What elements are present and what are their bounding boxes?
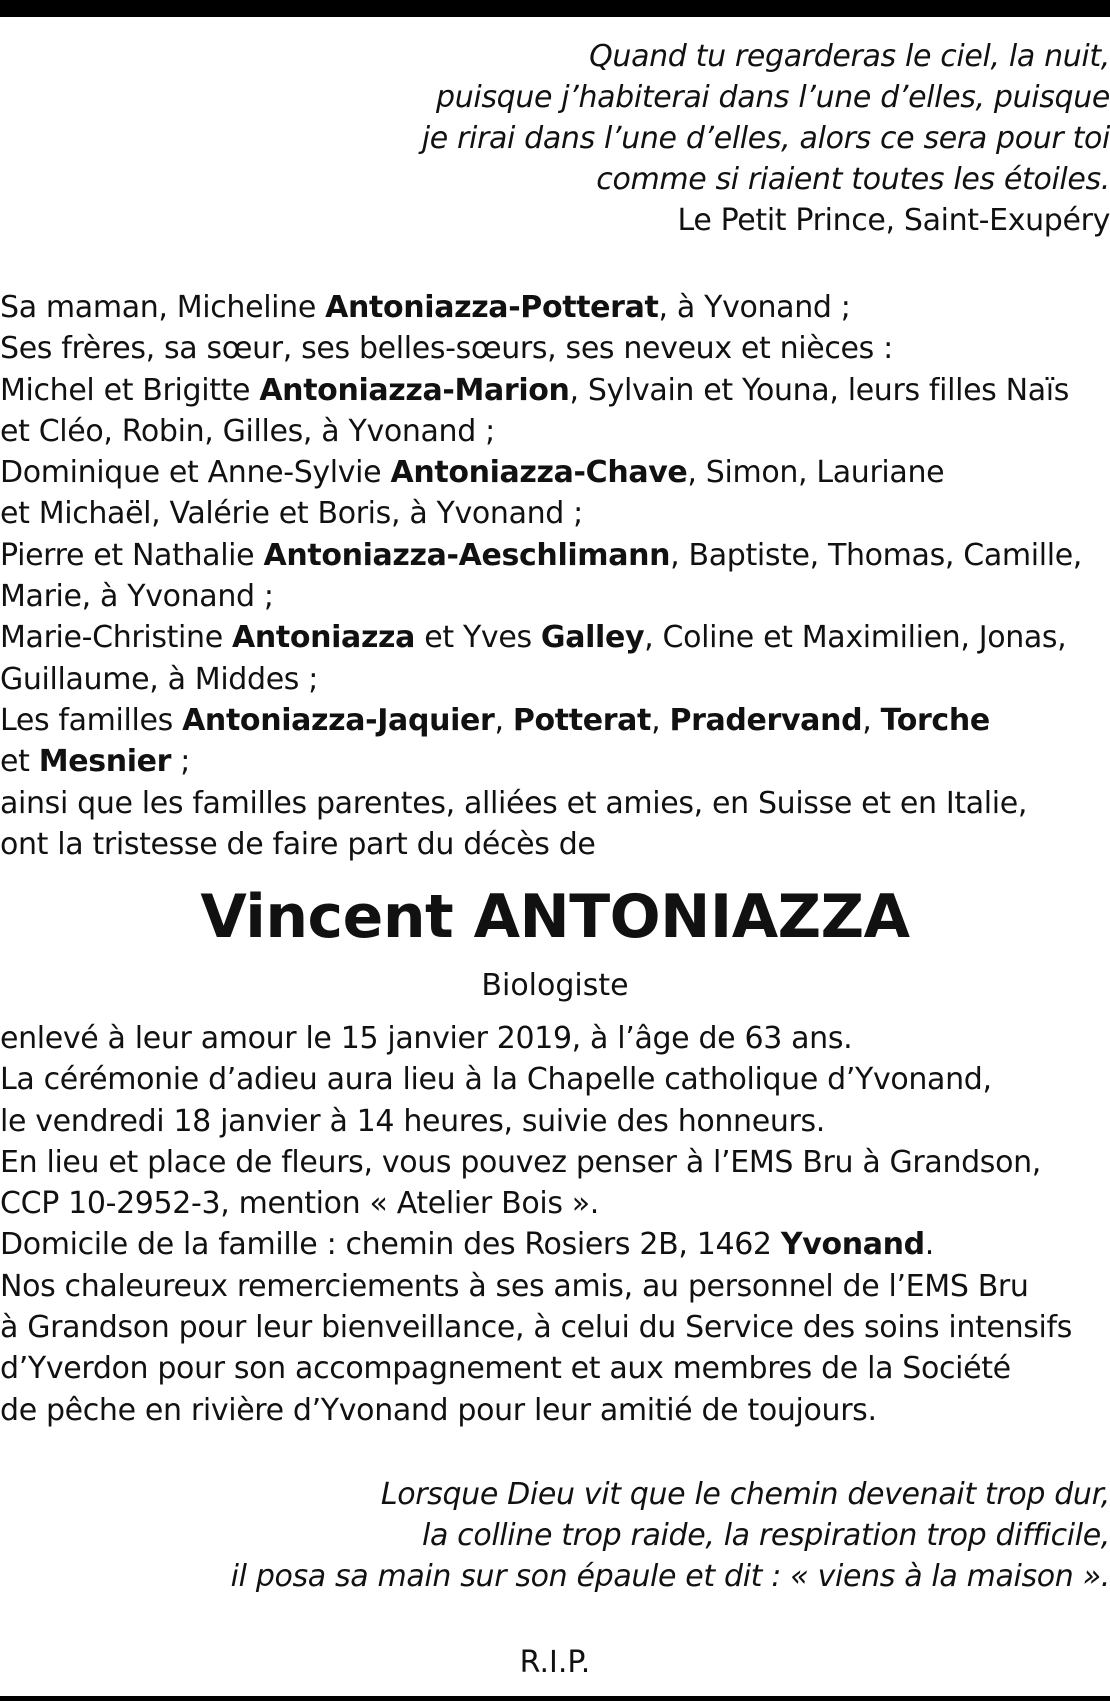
quote-line: Lorsque Dieu vit que le chemin devenait trop dur, xyxy=(380,1477,1110,1512)
text: Sa maman, Micheline xyxy=(0,290,326,325)
deceased-profession: Biologiste xyxy=(481,968,629,1003)
quote-line: Quand tu regarderas le ciel, la nuit, xyxy=(589,39,1110,74)
family-line: Ses frères, sa sœur, ses belles-sœurs, ses neveux et nièces : xyxy=(0,331,893,367)
family-name: Mesnier xyxy=(38,744,172,780)
family-line xyxy=(0,452,1110,493)
detail-line: à Grandson pour leur bienveillance, à celui du Service des soins intensifs xyxy=(0,1310,1073,1346)
family-line xyxy=(0,370,1110,411)
text: Les familles xyxy=(0,702,183,738)
family-line: et Cléo, Robin, Gilles, à Yvonand ; xyxy=(0,413,495,449)
family-name: Antoniazza-Marion xyxy=(259,372,570,408)
detail-line: CCP 10-2952-3, mention « Atelier Bois ». xyxy=(0,1186,599,1222)
family-name: Pradervand xyxy=(669,702,863,738)
quote-line: il posa sa main sur son épaule et dit : « viens à la maison ». xyxy=(230,1559,1110,1594)
text: . xyxy=(924,1227,934,1263)
family-name: Antoniazza-Jaquier xyxy=(182,702,495,738)
detail-line: En lieu et place de fleurs, vous pouvez penser à l’EMS Bru à Grandson, xyxy=(0,1144,1041,1180)
detail-line: enlevé à leur amour le 15 janvier 2019, à l’âge de 63 ans. xyxy=(0,1021,853,1056)
text: , Simon, Lauriane xyxy=(687,455,945,491)
family-line: ainsi que les familles parentes, alliées et amies, en Suisse et en Italie, xyxy=(0,785,1028,821)
quote-attribution: Le Petit Prince, Saint-Exupéry xyxy=(677,203,1110,238)
family-line: Marie, à Yvonand ; xyxy=(0,579,274,615)
family-name: Antoniazza xyxy=(231,620,416,656)
text: et xyxy=(0,744,39,780)
family-line xyxy=(0,700,1110,741)
town-name: Yvonand xyxy=(780,1227,925,1263)
quote-line: comme si riaient toutes les étoiles. xyxy=(596,162,1110,197)
text: Dominique et Anne-Sylvie xyxy=(0,455,391,491)
text: Michel et Brigitte xyxy=(0,372,260,408)
text: , xyxy=(494,702,513,738)
quote-line: je rirai dans l’une d’elles, alors ce sera pour toi xyxy=(421,121,1110,156)
detail-line: La cérémonie d’adieu aura lieu à la Chapelle catholique d’Yvonand, xyxy=(0,1062,992,1098)
detail-line: Nos chaleureux remerciements à ses amis, au personnel de l’EMS Bru xyxy=(0,1268,1029,1304)
ceremony-details xyxy=(0,1018,1110,1431)
family-line xyxy=(0,617,1110,658)
text: , Sylvain et Youna, leurs filles Naïs xyxy=(569,372,1070,408)
text: Domicile de la famille : chemin des Rosiers 2B, 1462 xyxy=(0,1227,781,1263)
text: , xyxy=(862,702,881,738)
text: ; xyxy=(171,744,191,780)
text: et Yves xyxy=(415,620,541,656)
family-line xyxy=(0,535,1110,576)
family-line: ont la tristesse de faire part du décès de xyxy=(0,826,596,862)
family-name: Galley xyxy=(540,620,645,656)
text: Marie-Christine xyxy=(0,620,232,656)
detail-line: le vendredi 18 janvier à 14 heures, suivie des honneurs. xyxy=(0,1103,825,1139)
quote-line: puisque j’habiterai dans l’une d’elles, puisque xyxy=(436,80,1110,115)
family-name: Antoniazza-Chave xyxy=(390,455,688,491)
family-name: Antoniazza-Aeschlimann xyxy=(263,537,671,573)
family-announcement xyxy=(0,287,1110,865)
rip-text: R.I.P. xyxy=(519,1645,591,1680)
family-line: et Michaël, Valérie et Boris, à Yvonand ; xyxy=(0,496,583,532)
bottom-border-rule xyxy=(0,1696,1110,1701)
family-line: Guillaume, à Middes ; xyxy=(0,661,319,697)
deceased-name: Vincent ANTONIAZZA xyxy=(200,882,910,952)
family-name: Torche xyxy=(880,702,990,738)
text: , Baptiste, Thomas, Camille, xyxy=(670,537,1082,573)
top-border-rule xyxy=(0,0,1110,17)
detail-line: d’Yverdon pour son accompagnement et aux membres de la Société xyxy=(0,1351,1011,1387)
text: , à Yvonand ; xyxy=(658,290,851,325)
opening-quote xyxy=(10,36,1110,241)
closing-quote xyxy=(10,1474,1110,1597)
family-name: Antoniazza-Potterat xyxy=(325,290,659,325)
family-line xyxy=(0,287,1110,328)
detail-line: de pêche en rivière d’Yvonand pour leur amitié de toujours. xyxy=(0,1392,877,1428)
text: , Coline et Maximilien, Jonas, xyxy=(644,620,1067,656)
detail-line xyxy=(0,1224,1110,1265)
quote-line: la colline trop raide, la respiration trop difficile, xyxy=(421,1518,1110,1553)
text: , xyxy=(651,702,670,738)
family-line xyxy=(0,741,1110,782)
text: Pierre et Nathalie xyxy=(0,537,264,573)
family-name: Potterat xyxy=(512,702,652,738)
